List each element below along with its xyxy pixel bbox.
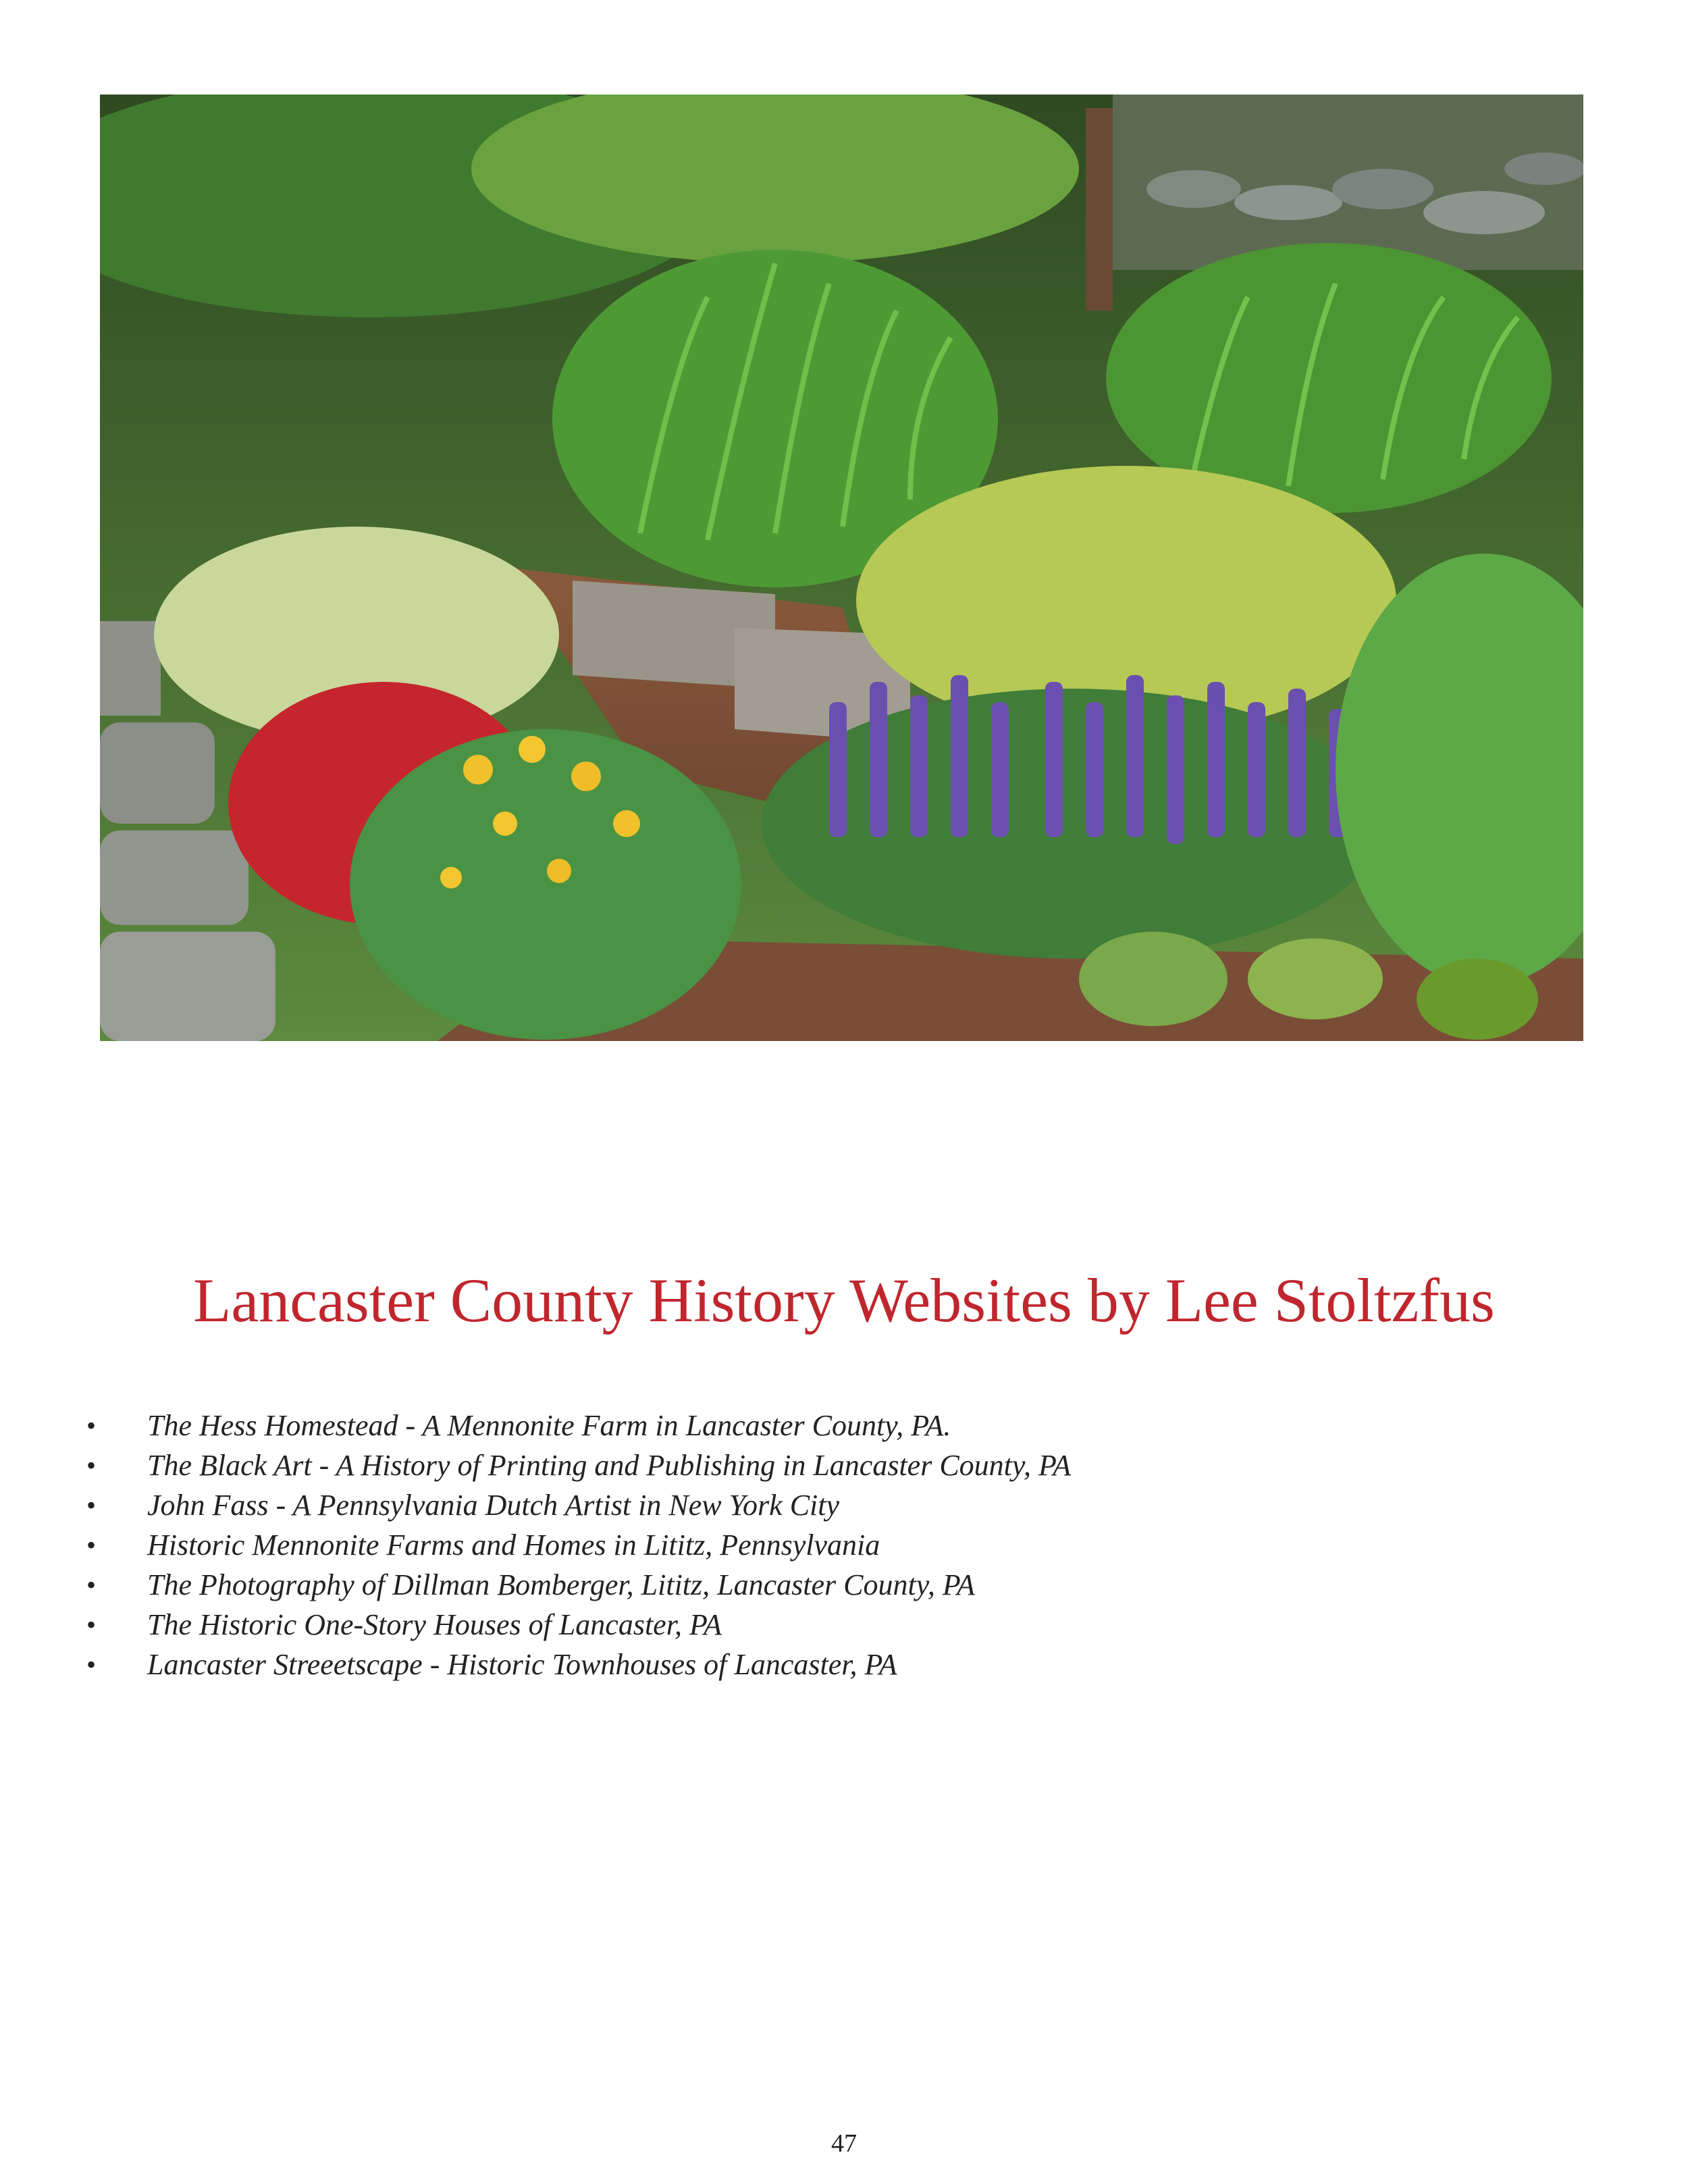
bullet: • <box>86 1490 97 1520</box>
bullet: • <box>86 1450 97 1481</box>
garden-illustration <box>100 95 1583 1041</box>
list-item <box>86 1645 1071 1684</box>
list-item-text: Lancaster Streeetscape - Historic Townhouses of Lancaster, PA <box>147 1648 897 1681</box>
list-item <box>86 1485 1071 1525</box>
list-item <box>86 1565 1071 1605</box>
bullet: • <box>86 1649 97 1680</box>
bullet: • <box>86 1609 97 1640</box>
list-item-text: The Photography of Dillman Bomberger, Lititz, Lancaster County, PA <box>147 1568 975 1601</box>
page-title: Lancaster County History Websites by Lee Stoltzfus <box>193 1266 1495 1335</box>
list-item-text: The Black Art - A History of Printing and Publishing in Lancaster County, PA <box>147 1449 1072 1482</box>
list-item-text: The Historic One-Story Houses of Lancaster, PA <box>147 1608 722 1641</box>
list-item <box>86 1525 1071 1565</box>
yellow-flower-shrub <box>350 729 741 1040</box>
list-item-text: Historic Mennonite Farms and Homes in Lititz, Pennsylvania <box>147 1528 880 1562</box>
list-item <box>86 1605 1071 1645</box>
list-item <box>86 1445 1071 1485</box>
bullet: • <box>86 1410 97 1441</box>
garden-photo <box>100 95 1583 1041</box>
bullet: • <box>86 1570 97 1600</box>
list-item-text: John Fass - A Pennsylvania Dutch Artist in New York City <box>147 1489 840 1522</box>
list-item-text: The Hess Homestead - A Mennonite Farm in Lancaster County, PA. <box>147 1409 951 1442</box>
website-list <box>86 1406 1071 1684</box>
list-item <box>86 1406 1071 1445</box>
page-number: 47 <box>831 2129 857 2158</box>
bullet: • <box>86 1530 97 1560</box>
